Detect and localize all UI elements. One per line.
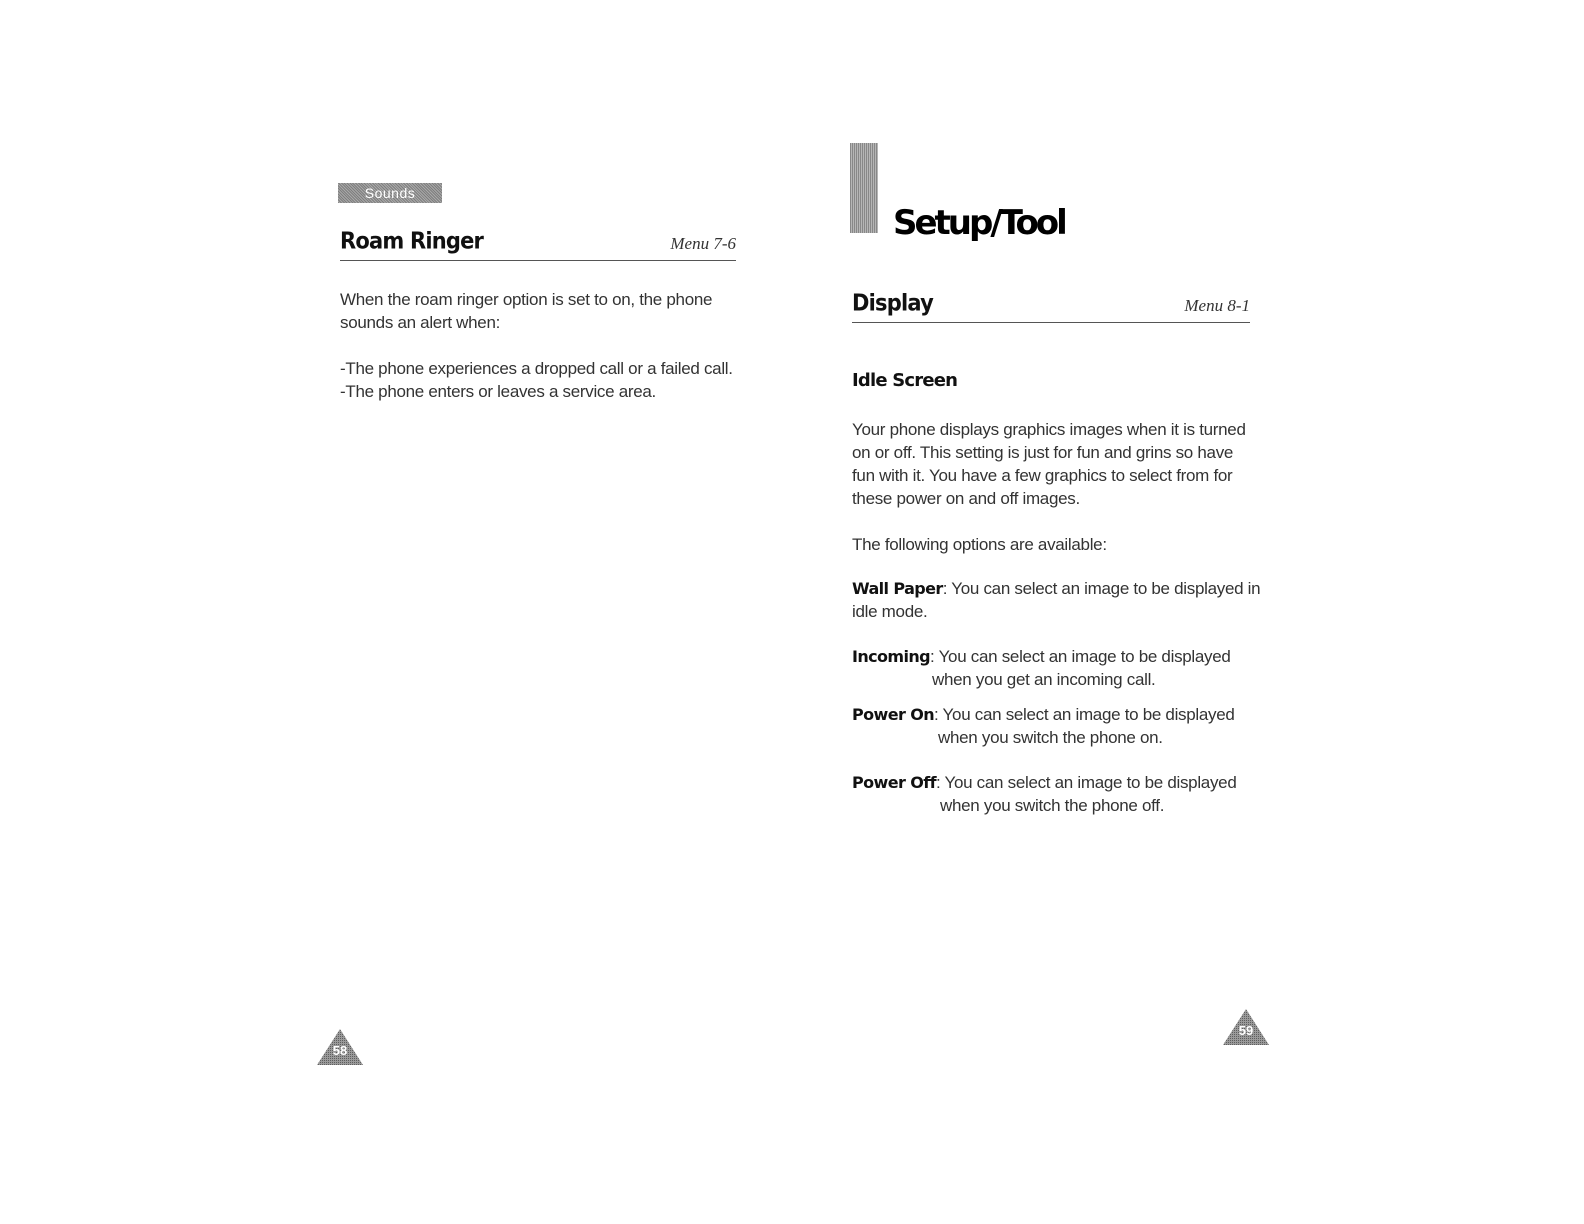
- roam-ringer-intro: [340, 288, 712, 334]
- page-number-59: [1222, 1008, 1270, 1046]
- menu-number: Menu 7-6: [670, 234, 736, 253]
- text-line: on or off. This setting is just for fun and grins so have: [852, 443, 1234, 462]
- option-desc-cont: when you get an incoming call.: [932, 670, 1156, 689]
- option-power-on: [852, 703, 1235, 749]
- option-term: Power On: [852, 705, 935, 724]
- option-wall-paper: [852, 577, 1260, 623]
- list-item: -The phone experiences a dropped call or a failed call.: [340, 359, 733, 378]
- roam-ringer-header: [340, 227, 736, 261]
- option-term: Incoming: [852, 647, 931, 666]
- menu-number: Menu 8-1: [1184, 296, 1250, 315]
- option-desc-cont: when you switch the phone off.: [940, 796, 1165, 815]
- option-desc: : You can select an image to be displayed in: [942, 579, 1261, 598]
- option-desc: : You can select an image to be displayed: [934, 705, 1235, 724]
- text-line: When the roam ringer option is set to on, the phone: [340, 290, 713, 309]
- page-title: Display: [852, 289, 933, 316]
- page-number-label: 58: [332, 1043, 348, 1058]
- text-line: fun with it. You have a few graphics to select from for: [852, 466, 1233, 485]
- section-tag: Sounds: [338, 183, 442, 203]
- page-number-label: 59: [1238, 1023, 1254, 1038]
- option-term: Wall Paper: [852, 579, 943, 598]
- page-title: Roam Ringer: [340, 227, 484, 254]
- subheading: Idle Screen: [852, 370, 958, 391]
- option-incoming: [852, 645, 1231, 691]
- display-header: [852, 289, 1250, 323]
- text-line: Your phone displays graphics images when it is turned: [852, 420, 1246, 439]
- option-desc-cont: when you switch the phone on.: [938, 728, 1163, 747]
- text-line: these power on and off images.: [852, 489, 1080, 508]
- option-term: Power Off: [852, 773, 936, 792]
- chapter-tab: [850, 143, 878, 233]
- option-desc-cont: idle mode.: [852, 602, 928, 621]
- list-item: -The phone enters or leaves a service area.: [340, 382, 656, 401]
- option-power-off: [852, 771, 1236, 817]
- option-desc: : You can select an image to be displayed: [935, 773, 1237, 792]
- roam-ringer-conditions: [340, 357, 733, 403]
- idle-screen-description: [852, 418, 1246, 510]
- text-line: The following options are available:: [852, 535, 1107, 554]
- text-line: sounds an alert when:: [340, 313, 501, 332]
- page-number-58: [316, 1028, 364, 1066]
- option-desc: : You can select an image to be displayed: [930, 647, 1231, 666]
- chapter-title: Setup/Tool: [893, 203, 1065, 243]
- options-intro: [852, 533, 1107, 556]
